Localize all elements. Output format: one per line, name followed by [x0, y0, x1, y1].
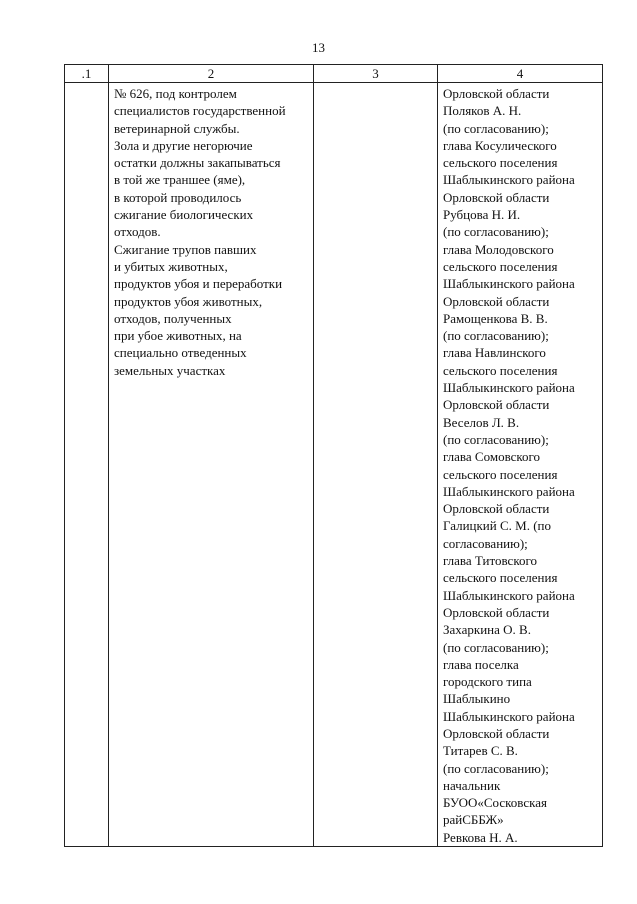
cell-col-2-text: [109, 83, 313, 379]
cell-line: глава Навлинского: [443, 345, 546, 361]
cell-line: Зола и другие негорючие: [114, 137, 253, 153]
cell-line: Орловской области: [443, 86, 550, 101]
cell-line: остатки должны закапываться: [114, 155, 281, 171]
cell-line: сельского поселения: [443, 155, 558, 171]
cell-col-3: [314, 83, 438, 847]
document-table: [64, 64, 603, 847]
cell-line: Шаблыкино: [443, 691, 511, 707]
cell-line: Сжигание трупов павших: [114, 241, 257, 257]
cell-line: Галицкий С. М. (по: [443, 518, 551, 534]
column-header-2: 2: [109, 65, 314, 83]
cell-line: специалистов государственной: [114, 103, 286, 119]
cell-line: Поляков А. Н.: [443, 103, 522, 119]
cell-line: отходов, полученных: [114, 310, 232, 326]
cell-line: Шаблыкинского района: [443, 708, 575, 724]
table-header-row: [65, 65, 603, 83]
cell-line: глава Титовского: [443, 553, 537, 569]
cell-line: продуктов убоя и переработки: [114, 276, 283, 292]
cell-line: райСББЖ»: [443, 812, 504, 828]
cell-line: продуктов убоя животных,: [114, 293, 263, 309]
cell-line: и убитых животных,: [114, 258, 228, 274]
cell-line: Рубцова Н. И.: [443, 207, 521, 223]
cell-line: БУОО«Сосковская: [443, 795, 547, 811]
cell-line: Шаблыкинского района: [443, 380, 575, 396]
cell-line: Веселов Л. В.: [443, 414, 520, 430]
cell-line: начальник: [443, 777, 501, 793]
cell-line: специально отведенных: [114, 345, 247, 361]
cell-line: городского типа: [443, 674, 532, 690]
page-number: 13: [312, 40, 325, 55]
cell-line: Титарев С. В.: [443, 743, 518, 759]
cell-line: № 626, под контролем: [114, 86, 237, 101]
cell-line: сельского поселения: [443, 362, 558, 378]
cell-line: Шаблыкинского района: [443, 587, 575, 603]
cell-line: Орловской области: [443, 293, 550, 309]
cell-line: (по согласованию);: [443, 328, 549, 344]
cell-line: Захаркина О. В.: [443, 622, 531, 638]
table-row: [65, 83, 603, 847]
cell-line: сжигание биологических: [114, 207, 254, 223]
cell-line: Шаблыкинского района: [443, 483, 575, 499]
cell-line: сельского поселения: [443, 570, 558, 586]
cell-line: (по согласованию);: [443, 224, 549, 240]
cell-line: сельского поселения: [443, 258, 558, 274]
cell-line: Орловской области: [443, 397, 550, 413]
cell-line: Ревкова Н. А.: [443, 829, 518, 845]
cell-line: Шаблыкинского района: [443, 276, 575, 292]
cell-line: Орловской области: [443, 501, 550, 517]
column-header-1: .1: [65, 65, 109, 83]
cell-line: в той же траншее (яме),: [114, 172, 246, 188]
column-header-3: 3: [314, 65, 438, 83]
cell-line: (по согласованию);: [443, 120, 549, 136]
cell-line: согласованию);: [443, 535, 528, 551]
cell-line: (по согласованию);: [443, 431, 549, 447]
cell-line: глава Сомовского: [443, 449, 541, 465]
cell-col-1: [65, 83, 109, 847]
cell-line: отходов.: [114, 224, 161, 240]
cell-line: Шаблыкинского района: [443, 172, 575, 188]
cell-line: земельных участках: [114, 362, 226, 378]
cell-line: Орловской области: [443, 189, 550, 205]
cell-line: Рамощенкова В. В.: [443, 310, 548, 326]
cell-line: Орловской области: [443, 725, 550, 741]
cell-line: ветеринарной службы.: [114, 120, 240, 136]
cell-line: (по согласованию);: [443, 639, 549, 655]
cell-line: (по согласованию);: [443, 760, 549, 776]
cell-col-4: [438, 83, 603, 847]
cell-line: Орловской области: [443, 604, 550, 620]
cell-line: глава поселка: [443, 656, 519, 672]
cell-col-4-text: [438, 83, 602, 846]
cell-line: сельского поселения: [443, 466, 558, 482]
cell-col-2: [109, 83, 314, 847]
cell-line: глава Косулического: [443, 137, 557, 153]
cell-line: при убое животных, на: [114, 328, 242, 344]
column-header-4: 4: [438, 65, 603, 83]
cell-line: в которой проводилось: [114, 189, 242, 205]
cell-line: глава Молодовского: [443, 241, 554, 257]
